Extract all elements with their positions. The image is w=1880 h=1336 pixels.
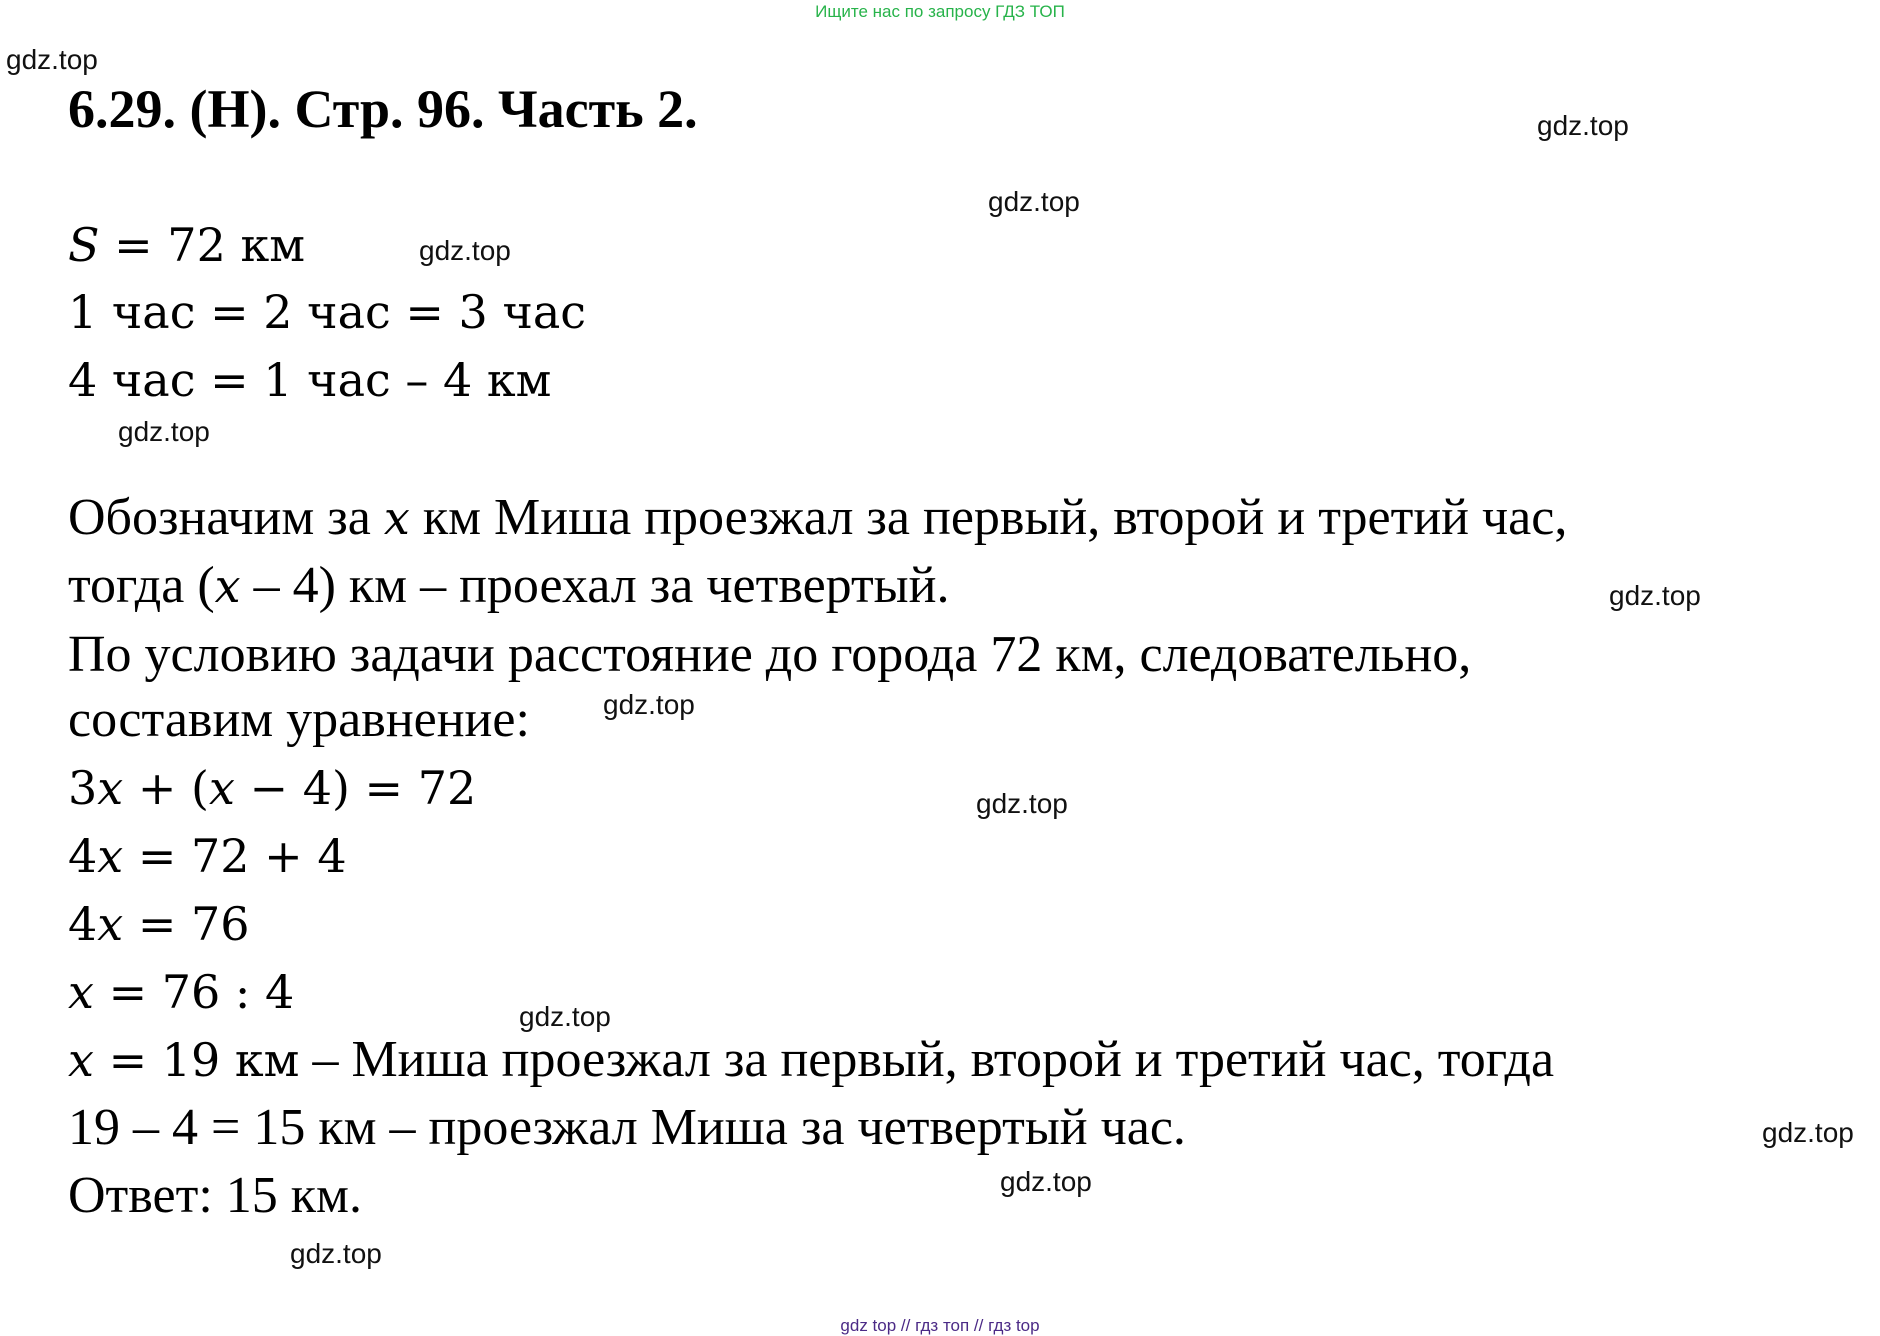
- watermark: gdz.top: [976, 788, 1068, 819]
- variable-x: x: [97, 761, 124, 815]
- text-segment: км Миша проезжал за первый, второй и третий час,: [409, 489, 1568, 546]
- eq-part: + (: [123, 761, 209, 815]
- top-banner: Ищите нас по запросу ГДЗ ТОП: [815, 2, 1065, 21]
- footer-links: gdz top // гдз топ // гдз top: [840, 1316, 1040, 1335]
- eq-part: 4: [68, 829, 98, 883]
- variable-x: x: [208, 761, 235, 815]
- equation-6: 19 – 4 = 15 км – проезжал Миша за четвертый час.: [68, 1099, 1186, 1156]
- page-title: 6.29. (Н). Стр. 96. Часть 2.: [68, 79, 698, 139]
- watermark: gdz.top: [519, 1001, 611, 1032]
- text-segment: тогда (: [68, 557, 215, 614]
- distance-value: = 72 км: [99, 218, 305, 272]
- watermark: gdz.top: [1762, 1117, 1854, 1148]
- variable-x: x: [383, 491, 410, 545]
- watermark: gdz.top: [1000, 1166, 1092, 1197]
- solution-paragraph-4: составим уравнение:: [68, 691, 530, 748]
- watermark: gdz.top: [6, 44, 98, 75]
- solution-paragraph-2: [68, 556, 949, 616]
- watermark: gdz.top: [603, 689, 695, 720]
- variable-x: x: [97, 897, 124, 951]
- watermark: gdz.top: [1537, 110, 1629, 141]
- watermark: gdz.top: [988, 186, 1080, 217]
- watermark: gdz.top: [1609, 580, 1701, 611]
- given-fourth-hour: 4 час = 1 час – 4 км: [68, 353, 552, 407]
- eq-part: = 72 + 4: [123, 829, 347, 883]
- watermark: gdz.top: [419, 235, 511, 266]
- eq-part: 4: [68, 897, 98, 951]
- text-segment: Обозначим за: [68, 489, 384, 546]
- eq-part: 3: [68, 761, 98, 815]
- answer: Ответ: 15 км.: [68, 1167, 362, 1224]
- variable-x: x: [68, 965, 94, 1019]
- text-segment: – Миша проезжал за первый, второй и третий час, тогда: [299, 1031, 1555, 1088]
- given-hours-equal: 1 час = 2 час = 3 час: [68, 285, 587, 339]
- given-distance: [68, 215, 305, 275]
- solution-paragraph-1: [68, 484, 1844, 552]
- eq-part: = 76: [123, 897, 250, 951]
- watermark: gdz.top: [290, 1238, 382, 1269]
- eq-part: = 76 : 4: [93, 965, 295, 1019]
- equation-1: [68, 758, 476, 818]
- watermark: gdz.top: [118, 416, 210, 447]
- eq-part: = 19 км: [93, 1033, 300, 1087]
- variable-x: x: [97, 829, 124, 883]
- variable-x: x: [68, 1033, 94, 1087]
- distance-variable: S: [68, 218, 100, 272]
- equation-5: [68, 1030, 1554, 1090]
- text-segment: – 4) км – проехал за четвертый.: [240, 557, 950, 614]
- equation-2: [68, 826, 347, 886]
- equation-3: [68, 894, 250, 954]
- variable-x: x: [214, 559, 241, 613]
- solution-paragraph-3: По условию задачи расстояние до города 72 км, следовательно,: [68, 626, 1472, 683]
- equation-4: [68, 962, 294, 1022]
- eq-part: − 4) = 72: [234, 761, 477, 815]
